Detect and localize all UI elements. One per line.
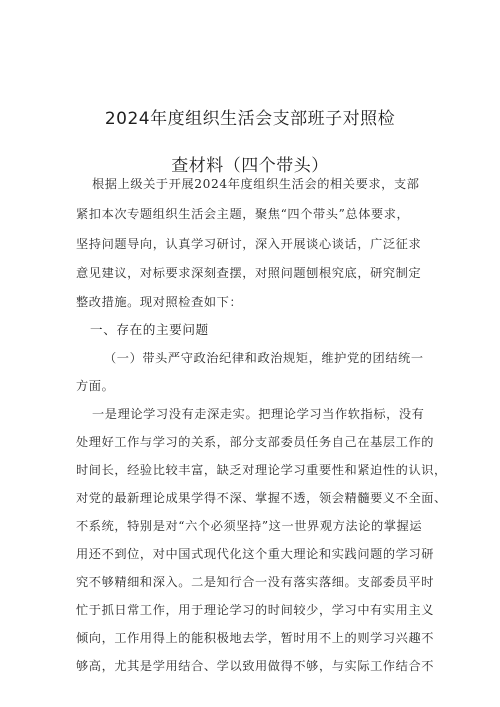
body-line: 对党的最新理论成果学得不深、掌握不透，领会精髓要义不全面、 — [76, 491, 447, 505]
body-line: 倾向，工作用得上的能积极地去学，暂时用不上的则学习兴趣不 — [76, 631, 435, 645]
body-line: 够高，尤其是学用结合、学以致用做得不够，与实际工作结合不 — [76, 659, 435, 673]
body-line: 用还不到位，对中国式现代化这个重大理论和实践问题的学习研 — [76, 547, 435, 561]
intro-line: 紧扣本次专题组织生活会主题，聚焦“四个带头”总体要求， — [76, 207, 410, 221]
intro-line: 整改措施。现对照检查如下： — [76, 295, 243, 309]
section-heading: 一、存在的主要问题 — [90, 322, 209, 337]
intro-line: 根据上级关于开展2024年度组织生活会的相关要求，支部 — [92, 177, 420, 191]
body-line: 究不够精细和深入。二是知行合一没有落实落细。支部委员平时 — [76, 575, 435, 589]
body-line: 不系统，特别是对“六个必须坚持”这一世界观方法论的掌握运 — [76, 519, 423, 533]
body-line: 一是理论学习没有走深走实。把理论学习当作软指标，没有 — [92, 407, 425, 421]
intro-line: 坚持问题导向，认真学习研讨，深入开展谈心谈话，广泛征求 — [76, 237, 422, 251]
intro-line: 意见建议，对标要求深刻查摆，对照问题刨根究底，研究制定 — [76, 266, 422, 280]
subsection-heading: 方面。 — [76, 379, 115, 393]
document-title-line-1: 2024年度组织生活会支部班子对照检 — [104, 109, 396, 129]
subsection-heading: （一）带头严守政治纪律和政治规矩，维护党的团结统一 — [104, 351, 424, 365]
body-line: 时间长，经验比较丰富，缺乏对理论学习重要性和紧迫性的认识， — [76, 463, 447, 477]
body-line: 忙于抓日常工作，用于理论学习的时间较少，学习中有实用主义 — [76, 603, 435, 617]
document-title-line-2: 查材料（四个带头） — [171, 156, 329, 176]
body-line: 处理好工作与学习的关系，部分支部委员任务自己在基层工作的 — [76, 435, 435, 449]
